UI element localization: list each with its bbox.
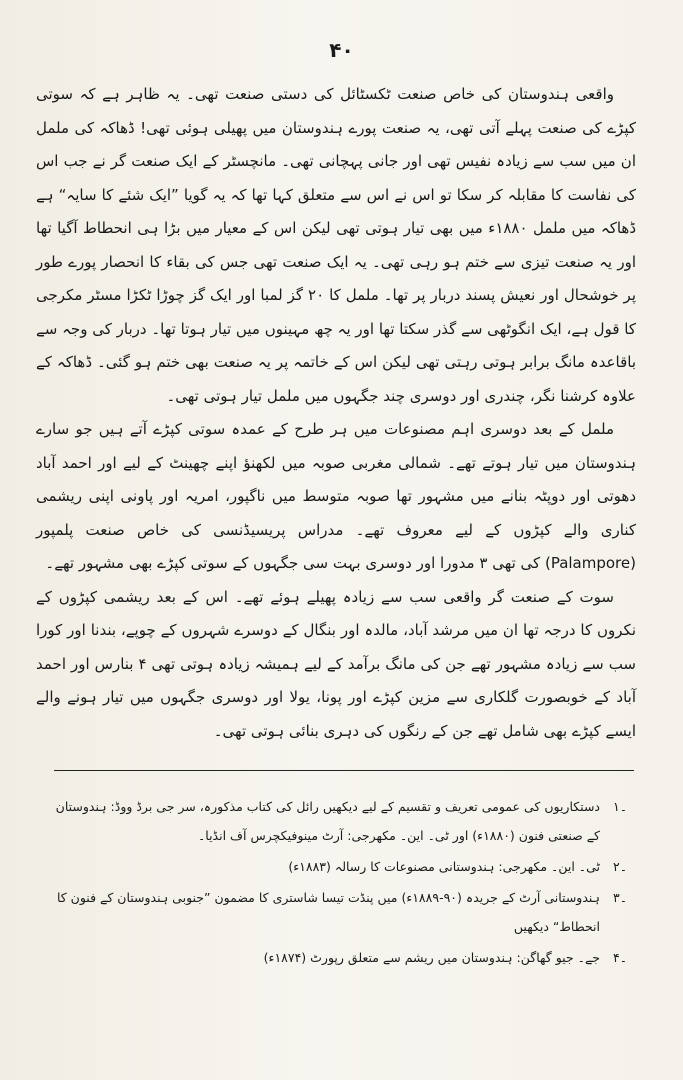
footnote-text: ٹی۔ این۔ مکھرجی: ہندوستانی مصنوعات کا رسالہ (۱۸۸۳ء)	[288, 859, 600, 874]
paragraph-1: واقعی ہندوستان کی خاص صنعت ٹکسٹائل کی دستی صنعت تھی۔ یہ ظاہر ہے کہ سوتی کپڑے کی صنعت پہلے آتی تھی، یہ صنعت پورے ہندوستان میں پھیلی ہوئی تھی! ڈھاکہ کی ململ ان میں سب سے زیادہ نفیس تھی اور جانی پہچانی تھی۔ مانچسٹر کے ایک صنعت گر نے جب اس کی نفاست کا مقابلہ کر سکا تو اس نے اس سے متعلق کہا تھا کہ یہ گویا ”ایک شئے کا سایہ“ ہے ڈھاکہ میں ململ ۱۸۸۰ء میں بھی تیار ہوتی تھی لیکن اس کے معیار میں بڑا ہی انحطاط آگیا تھا اور یہ صنعت تیزی سے ختم ہو رہی تھی۔ یہ ایک صنعت تھی جس کی بقاء کا انحصار پورے طور پر خوشحال اور نعیش پسند دربار پر تھا۔ ململ کا ۲۰ گز لمبا اور ایک گز چوڑا ٹکڑا مسٹر مکرجی کا قول ہے، ایک انگوٹھی سے گذر سکتا تھا اور یہ چھ مہینوں میں تیار ہوتا تھا۔ دربار کی وجہ سے باقاعدہ مانگ برابر ہوتی رہتی تھی لیکن اس کے خاتمہ پر یہ صنعت بھی ختم ہو گئی۔ ڈھاکہ کے علاوہ کرشنا نگر، چندری اور دوسری چند جگہوں میں ململ تیار ہوتی تھی۔	[36, 85, 637, 405]
footnote-divider	[54, 770, 634, 771]
footnote-1	[40, 792, 640, 850]
footnote-number: ۔۳	[612, 890, 628, 905]
paragraph-3: سوت کے صنعت گر واقعی سب سے زیادہ پھیلے ہوئے تھے۔ اس کے بعد ریشمی کپڑوں کے نکروں کا درجہ تھا ان میں مرشد آباد، مالدہ اور بنگال کے دوسرے شہروں کے چوپے، بندنا اور کورا سب سے زیادہ مشہور تھے جن کی مانگ برآمد کے لیے ہمیشہ زیادہ ہوتی تھی ۴ بنارس اور احمد آباد کے خوبصورت گلکاری سے مزین کپڑے اور پونا، یولا اور دوسری جگہوں میں تیار ہونے والے ایسے کپڑے بھی شامل تھے جن کے رنگوں کی دہری بنائی ہوتی تھی۔	[36, 587, 636, 740]
footnote-text: جے۔ جیو گھاگن: ہندوستان میں ریشم سے متعلق رپورٹ (۱۸۷۴ء)	[263, 950, 600, 965]
footnote-4	[40, 943, 640, 972]
footnote-2	[40, 852, 640, 881]
footnote-number: ۔۱	[612, 799, 628, 814]
page-number: ۴۰	[329, 38, 354, 62]
footnotes	[40, 792, 640, 974]
paragraph-2: ململ کے بعد دوسری اہم مصنوعات میں ہر طرح کے عمدہ سوتی کپڑے آتے ہیں جو سارے ہندوستان میں تیار ہوتے تھے۔ شمالی مغربی صوبہ میں لکھنؤ اپنے چھینٹ کے لیے اور احمد آباد دھوتی اور دوپٹہ بنانے میں مشہور تھا صوبہ متوسط میں ناگپور، امریہ اور پاونی اپنی ریشمی کناری والے کپڑوں کے لیے معروف تھے۔ مدراس پریسیڈنسی کی خاص صنعت پلمپور (Palampore) کی تھی ۳ مدورا اور دوسری بہت سی جگہوں کے سوتی کپڑے بھی مشہور تھے۔	[36, 420, 636, 572]
footnote-number: ۔۲	[612, 859, 628, 874]
footnote-number: ۔۴	[612, 950, 628, 965]
footnote-3	[40, 883, 640, 941]
footnote-text: ہندوستانی آرٹ کے جریدہ (۹۰-۱۸۸۹ء) میں پنڈت تیسا شاستری کا مضمون ”جنوبی ہندوستان کے فنون کا انحطاط“ دیکھیں	[56, 890, 600, 934]
main-text	[36, 78, 636, 748]
footnote-text: دستکاریوں کی عمومی تعریف و تقسیم کے لیے دیکھیں رائل کی کتاب مذکورہ، سر جی برڈ ووڈ: ہندوستان کے صنعتی فنون (۱۸۸۰ء) اور ٹی۔ این۔ مکھرجی: آرٹ مینوفیکچرس آف انڈیا۔	[55, 799, 600, 843]
